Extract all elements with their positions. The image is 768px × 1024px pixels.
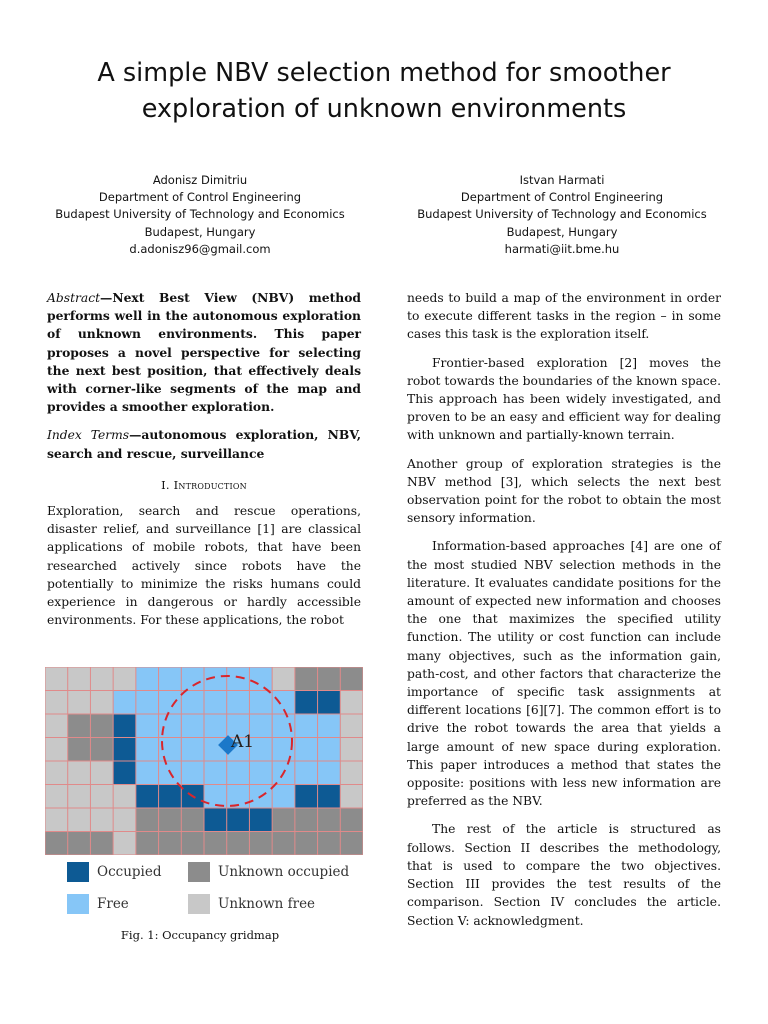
grid-cell — [340, 714, 363, 738]
paper-title — [0, 55, 768, 127]
grid-cell — [181, 691, 204, 715]
legend-label-unknown-free: Unknown free — [218, 896, 316, 912]
legend-swatch-occupied — [67, 862, 89, 882]
grid-cell — [68, 785, 91, 809]
grid-cell — [90, 832, 113, 856]
grid-cell — [68, 738, 91, 762]
grid-cell — [45, 808, 68, 832]
grid-cell — [45, 832, 68, 856]
author-email: harmati@iit.bme.hu — [504, 241, 620, 256]
grid-cell — [68, 808, 91, 832]
index-terms — [47, 426, 361, 462]
grid-cell — [90, 785, 113, 809]
grid-cell — [318, 738, 341, 762]
grid-cell — [318, 808, 341, 832]
author-university: Budapest University of Technology and Economics — [55, 207, 345, 222]
grid-cell — [295, 691, 318, 715]
grid-cell — [136, 667, 159, 691]
abstract-label: Abstract — [47, 291, 101, 305]
grid-cell — [204, 691, 227, 715]
robot-label: A1 — [231, 732, 255, 752]
grid-cell — [272, 667, 295, 691]
grid-cell — [340, 808, 363, 832]
grid-cell — [204, 808, 227, 832]
grid-cell — [249, 761, 272, 785]
section-heading-introduction: I. Introduction — [161, 477, 247, 492]
grid-cell — [136, 832, 159, 856]
grid-cell — [136, 808, 159, 832]
grid-cell — [45, 667, 68, 691]
grid-cell — [68, 691, 91, 715]
author-location: Budapest, Hungary — [144, 224, 256, 239]
grid-cell — [204, 761, 227, 785]
intro-paragraph-3: Frontier-based exploration [2] moves the robot towards the boundaries of the known space. This approach has been widely investigated, and proven to be an easy and efficient way for dealing with unknown and partially-known terrain. — [407, 355, 721, 443]
grid-cell — [136, 761, 159, 785]
legend-label-free: Free — [97, 896, 129, 912]
grid-cell — [272, 785, 295, 809]
grid-cell — [68, 714, 91, 738]
grid-cell — [227, 667, 250, 691]
left-column — [47, 289, 361, 629]
intro-paragraph-2: needs to build a map of the environment in order to execute different tasks in the region – in some cases this task is the exploration itself. — [407, 291, 721, 342]
legend-label-unknown-occupied: Unknown occupied — [218, 864, 350, 880]
author-block-2 — [392, 172, 732, 258]
grid-cell — [68, 761, 91, 785]
grid-cell — [295, 667, 318, 691]
grid-cell — [295, 808, 318, 832]
legend-swatch-unknown-occupied — [188, 862, 210, 882]
grid-cell — [45, 738, 68, 762]
index-terms-label: Index Terms — [47, 428, 130, 443]
grid-cell — [295, 714, 318, 738]
grid-cell — [227, 808, 250, 832]
grid-cell — [272, 832, 295, 856]
grid-cell — [90, 738, 113, 762]
grid-cell — [295, 832, 318, 856]
grid-cell — [249, 691, 272, 715]
grid-cell — [90, 761, 113, 785]
grid-cell — [113, 785, 136, 809]
right-column — [407, 289, 721, 940]
occupancy-grid — [45, 667, 363, 855]
grid-cell — [318, 691, 341, 715]
grid-cell — [136, 691, 159, 715]
grid-cell — [318, 785, 341, 809]
grid-cell — [159, 808, 182, 832]
grid-cell — [181, 667, 204, 691]
grid-cell — [90, 691, 113, 715]
figure-caption: Fig. 1: Occupancy gridmap — [120, 928, 280, 942]
grid-cell — [45, 714, 68, 738]
grid-cell — [159, 691, 182, 715]
author-location: Budapest, Hungary — [506, 224, 618, 239]
grid-cell — [181, 832, 204, 856]
grid-cell — [204, 714, 227, 738]
grid-cell — [340, 667, 363, 691]
grid-cell — [272, 714, 295, 738]
grid-cell — [340, 785, 363, 809]
author-email: d.adonisz96@gmail.com — [129, 241, 271, 256]
intro-paragraph-4: Another group of exploration strategies is the NBV method [3], which selects the next best observation point for the robot to obtain the most sensory information. — [407, 456, 721, 526]
grid-cell — [113, 761, 136, 785]
occupancy-grid-figure — [45, 667, 363, 855]
grid-cell — [45, 691, 68, 715]
grid-cell — [113, 808, 136, 832]
grid-cell — [249, 667, 272, 691]
author-department: Department of Control Engineering — [98, 190, 302, 205]
grid-cell — [113, 691, 136, 715]
author-name: Istvan Harmati — [519, 173, 605, 187]
intro-paragraph-1: Exploration, search and rescue operations, disaster relief, and surveillance [1] are classical applications of mobile robots, that have been researched actively since robots have the potentially to minimize the risks humans could experience in dangerous or hardly accessible environments. For these applications, the robot — [47, 504, 361, 628]
author-department: Department of Control Engineering — [460, 190, 664, 205]
grid-cell — [340, 832, 363, 856]
grid-cell — [68, 832, 91, 856]
grid-cell — [113, 714, 136, 738]
grid-cell — [159, 785, 182, 809]
grid-cell — [318, 714, 341, 738]
grid-cell — [113, 738, 136, 762]
grid-cell — [90, 714, 113, 738]
grid-cell — [340, 761, 363, 785]
grid-cell — [159, 832, 182, 856]
abstract-text: —Next Best View (NBV) method performs well in the autonomous exploration of unknown environments. This paper proposes a novel perspective for selecting the next best position, that effectively deals with corner-like segments of the map and provides a smoother exploration. — [47, 290, 361, 415]
grid-cell — [136, 785, 159, 809]
abstract — [47, 289, 361, 416]
grid-cell — [318, 761, 341, 785]
grid-cell — [181, 738, 204, 762]
intro-paragraph-5: Information-based approaches [4] are one of the most studied NBV selection methods in the literature. It evaluates candidate positions for the amount of expected new information and chooses the one that maximizes the specified utility function. The utility or cost function can include many objectives, such as the information gain, path-cost, and other factors that characterize the importance of specific task assignments at different locations [6][7]. The common effort is to drive the robot towards the area that yields a large amount of new space during exploration. This paper introduces a method that states the opposite: positions with less new information are preferred as the NBV. — [407, 539, 721, 809]
grid-cell — [181, 808, 204, 832]
grid-cell — [318, 667, 341, 691]
grid-cell — [227, 832, 250, 856]
grid-cell — [340, 738, 363, 762]
legend-swatch-free — [67, 894, 89, 914]
grid-cell — [249, 808, 272, 832]
grid-cell — [318, 832, 341, 856]
author-university: Budapest University of Technology and Economics — [417, 207, 707, 222]
grid-cell — [181, 714, 204, 738]
grid-cell — [90, 667, 113, 691]
grid-cell — [181, 761, 204, 785]
title-line-2: exploration of unknown environments — [141, 94, 627, 124]
grid-cell — [227, 691, 250, 715]
title-line-1: A simple NBV selection method for smoother — [97, 58, 671, 88]
author-name: Adonisz Dimitriu — [152, 173, 248, 187]
grid-cell — [340, 691, 363, 715]
grid-cell — [45, 761, 68, 785]
legend-swatch-unknown-free — [188, 894, 210, 914]
grid-cell — [272, 808, 295, 832]
grid-cell — [295, 761, 318, 785]
grid-cell — [159, 667, 182, 691]
grid-cell — [45, 785, 68, 809]
author-block-1 — [30, 172, 370, 258]
grid-cell — [136, 738, 159, 762]
legend-label-occupied: Occupied — [97, 864, 162, 880]
grid-cell — [113, 667, 136, 691]
grid-cell — [204, 832, 227, 856]
grid-cell — [295, 785, 318, 809]
grid-cell — [113, 832, 136, 856]
grid-cell — [227, 761, 250, 785]
index-terms-text: —autonomous exploration, NBV, search and rescue, surveillance — [47, 427, 361, 461]
grid-cell — [249, 832, 272, 856]
intro-paragraph-6: The rest of the article is structured as follows. Section II describes the methodology, that is used to compare the two objectives. Section III provides the test results of the comparison. Section IV concludes the article. Section V: acknowledgment. — [407, 822, 721, 928]
grid-cell — [136, 714, 159, 738]
grid-cell — [68, 667, 91, 691]
grid-cell — [295, 738, 318, 762]
grid-cell — [90, 808, 113, 832]
